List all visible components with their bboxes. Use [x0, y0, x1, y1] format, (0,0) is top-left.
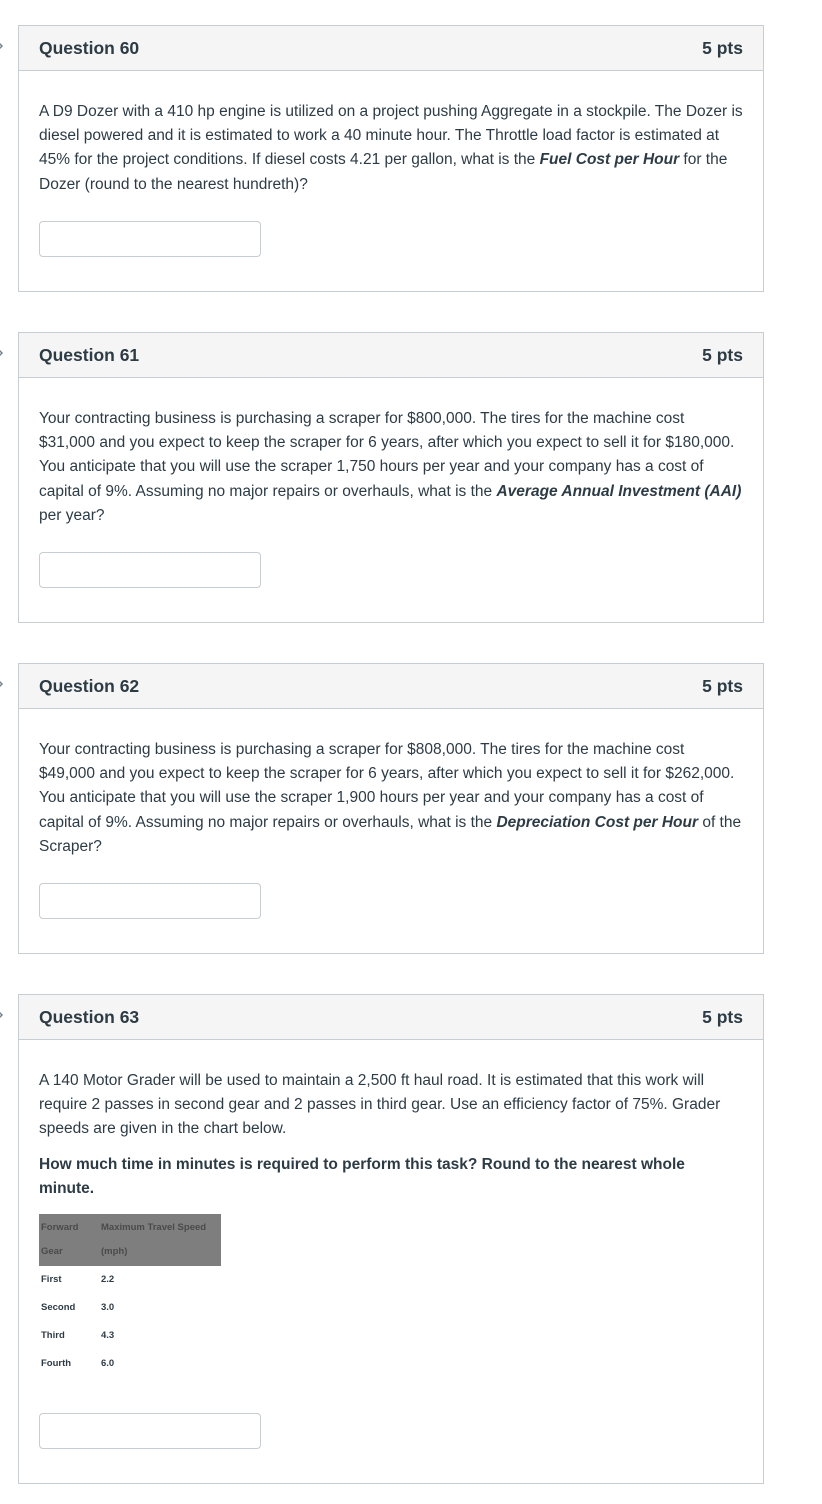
question-title: Question 62	[39, 675, 140, 696]
question-header	[19, 333, 763, 378]
question-text: A D9 Dozer with a 410 hp engine is utilized on a project pushing Aggregate in a stockpile. The Dozer is diesel powered and it is estimated to work a 40 minute hour. The Throttle load factor is estimated at 45% for the project conditions. If diesel costs 4.21 per gallon, what is the Fuel Cost per Hour for the Dozer (round to the nearest hundreth)?	[39, 103, 743, 193]
question-title: Question 61	[39, 344, 140, 365]
gear-speed-table	[39, 1214, 221, 1378]
speed-cell: 6.0	[101, 1358, 115, 1370]
gear-cell: First	[41, 1274, 62, 1286]
question-card	[18, 25, 764, 292]
table-header-row	[39, 1214, 221, 1266]
gear-cell: Second	[41, 1302, 76, 1314]
question-title: Question 63	[39, 1006, 140, 1027]
table-header-gear: Forward Gear	[39, 1214, 99, 1266]
table-header-speed: Maximum Travel Speed (mph)	[99, 1214, 221, 1266]
question-card	[18, 663, 764, 954]
gear-cell: Fourth	[41, 1358, 72, 1370]
flag-question-icon[interactable]	[0, 37, 8, 55]
flag-question-icon[interactable]	[0, 344, 8, 362]
question-points: 5 pts	[702, 37, 743, 58]
answer-input[interactable]	[39, 1413, 261, 1449]
question-header	[19, 664, 763, 709]
question-text: A 140 Motor Grader will be used to maintain a 2,500 ft haul road. It is estimated that this work will require 2 passes in second gear and 2 passes in third gear. Use an efficiency factor of 75%. Grader speeds are given in the chart below.	[39, 1072, 721, 1138]
gear-cell: Third	[41, 1330, 65, 1342]
flag-question-icon[interactable]	[0, 1006, 8, 1024]
question-points: 5 pts	[702, 675, 743, 696]
table-row	[39, 1350, 221, 1378]
question-points: 5 pts	[702, 1006, 743, 1027]
question-card	[18, 994, 764, 1484]
question-header	[19, 26, 763, 71]
question-header	[19, 995, 763, 1040]
question-points: 5 pts	[702, 344, 743, 365]
speed-cell: 3.0	[101, 1302, 115, 1314]
table-row	[39, 1294, 221, 1322]
answer-input[interactable]	[39, 221, 261, 257]
question-card	[18, 332, 764, 623]
speed-cell: 4.3	[101, 1330, 115, 1342]
speed-cell: 2.2	[101, 1274, 115, 1286]
answer-input[interactable]	[39, 883, 261, 919]
question-text: Your contracting business is purchasing a scraper for $800,000. The tires for the machine cost $31,000 and you expect to keep the scraper for 6 years, after which you expect to sell it for $180,000. You anticipate that you will use the scraper 1,750 hours per year and your company has a cost of capital of 9%. Assuming no major repairs or overhauls, what is the Average Annual Investment (AAI) per year?	[39, 410, 742, 524]
flag-question-icon[interactable]	[0, 675, 8, 693]
question-text: Your contracting business is purchasing a scraper for $808,000. The tires for the machine cost $49,000 and you expect to keep the scraper for 6 years, after which you expect to sell it for $262,000. You anticipate that you will use the scraper 1,900 hours per year and your company has a cost of capital of 9%. Assuming no major repairs or overhauls, what is the Depreciation Cost per Hour of the Scraper?	[39, 741, 742, 855]
answer-input[interactable]	[39, 552, 261, 588]
table-row	[39, 1322, 221, 1350]
question-prompt: How much time in minutes is required to perform this task? Round to the nearest whole minute.	[39, 1155, 685, 1197]
question-title: Question 60	[39, 37, 140, 58]
table-row	[39, 1266, 221, 1294]
